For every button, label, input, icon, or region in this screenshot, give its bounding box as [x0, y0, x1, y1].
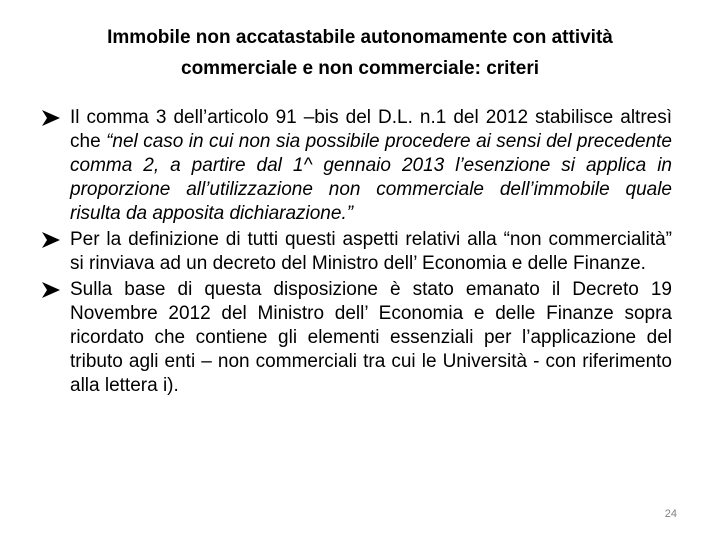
bullet-item-3 — [42, 278, 672, 398]
bullet-list — [42, 106, 672, 400]
bullet-2-text: Per la definizione di tutti questi aspetti relativi alla “non commercialità” si rinviava ad un decreto del Ministro dell’ Economia e delle Finanze. — [70, 229, 672, 274]
page-number: 24 — [664, 508, 677, 520]
bullet-1-text: Il comma 3 dell’articolo 91 –bis del D.L. n.1 del 2012 stabilisce altresì che — [70, 107, 672, 152]
arrow-bullet-icon — [42, 110, 60, 126]
bullet-3-text: Sulla base di questa disposizione è stato emanato il Decreto 19 Novembre 2012 del Ministro dell’ Economia e delle Finanze sopra ricordato che contiene gli elementi essenziali per l’applicazione del tributo agli enti – non commerciali tra cui le Università - con riferimento alla lettera i). — [70, 279, 672, 396]
arrow-bullet-icon — [42, 232, 60, 248]
arrow-bullet-icon — [42, 282, 60, 298]
bullet-1-quote: “nel caso in cui non sia possibile procedere ai sensi del precedente comma 2, a partire dal 1^ gennaio 2013 l’esenzione si applica in proporzione all’utilizzazione non commerciale dell’immobile quale risulta da apposita dichiarazione.” — [70, 131, 672, 224]
bullet-item-1 — [42, 106, 672, 226]
slide-title-line-2: commerciale e non commerciale: criteri — [181, 58, 539, 79]
slide-title-line-1: Immobile non accatastabile autonomamente con attività — [107, 27, 613, 48]
slide-title — [60, 22, 660, 84]
bullet-item-2 — [42, 228, 672, 276]
